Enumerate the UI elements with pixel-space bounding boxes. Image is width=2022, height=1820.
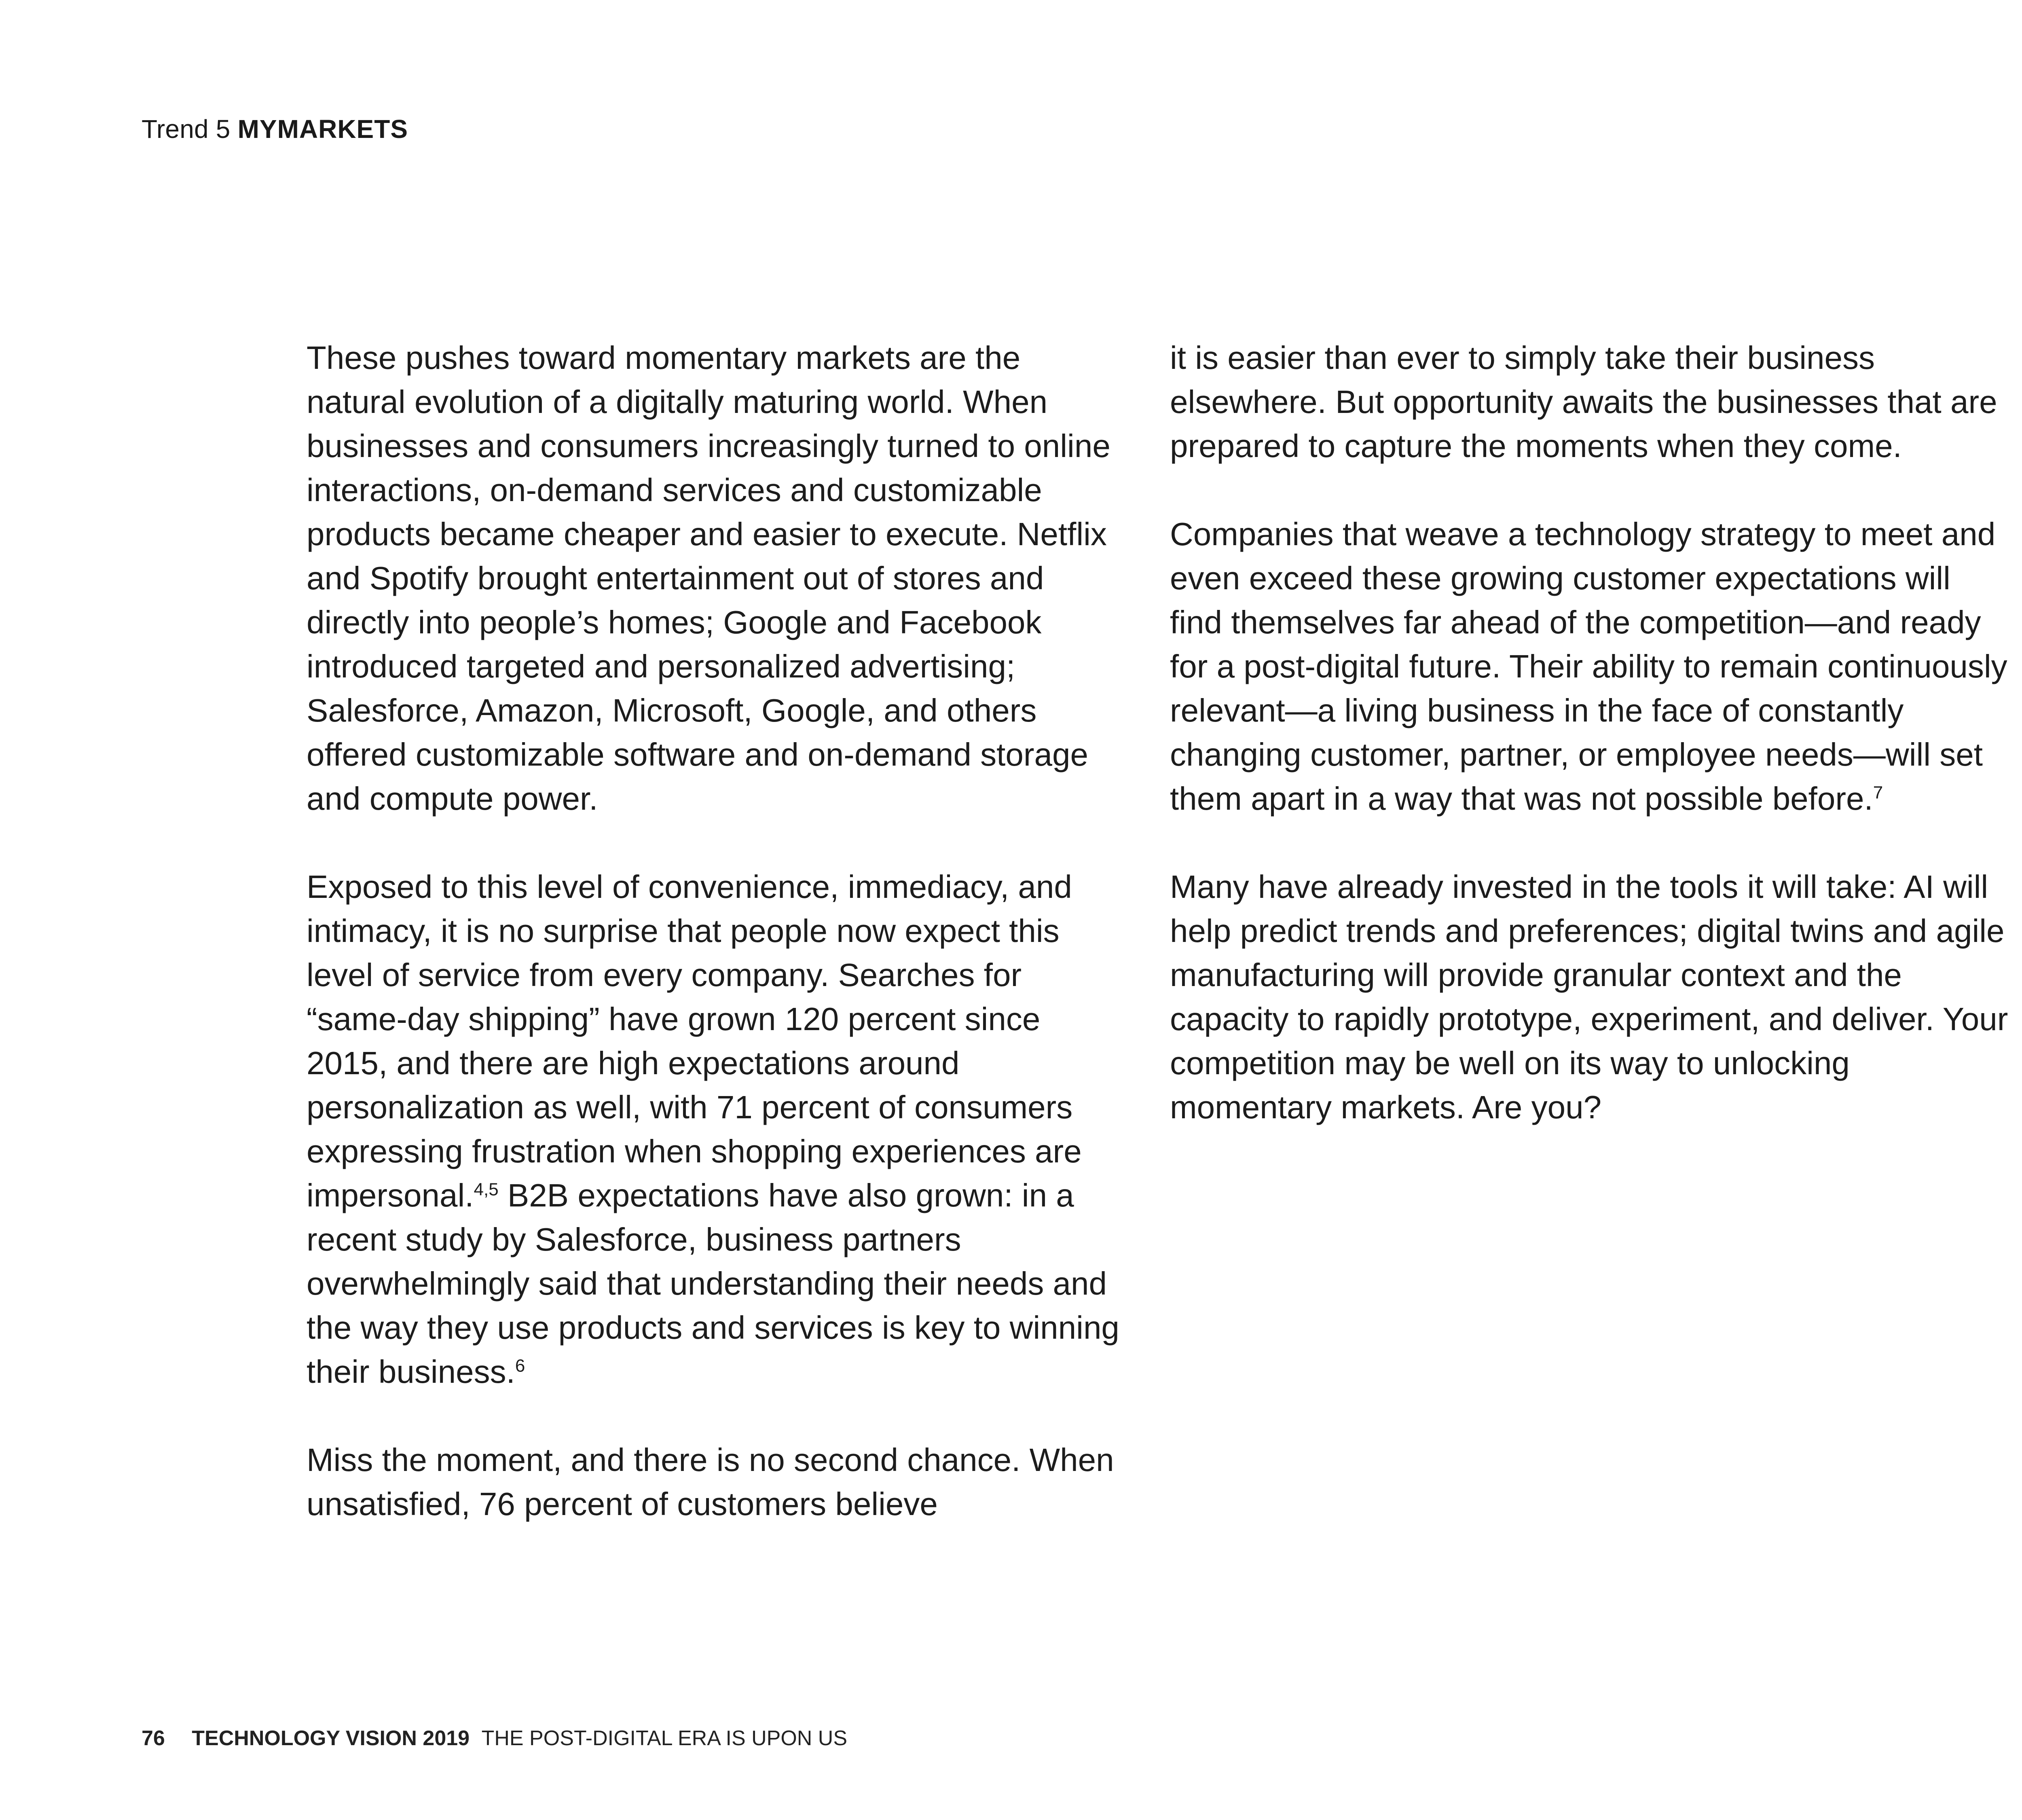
publication-title: TECHNOLOGY VISION 2019 <box>192 1727 470 1750</box>
trend-name: MYMARKETS <box>237 114 408 144</box>
footnote-ref: 4,5 <box>474 1179 499 1200</box>
page-footer <box>142 1726 847 1750</box>
page-number: 76 <box>142 1727 165 1750</box>
trend-label <box>142 114 408 144</box>
paragraph: These pushes toward momentary markets are the natural evolution of a digitally maturing world. When businesses and consumers increasingly turned to online interactions, on-demand services and customizable products became cheaper and easier to execute. Netflix and Spotify brought entertainment out of stores and directly into people’s homes; Google and Facebook introduced targeted and personalized advertising; Salesforce, Amazon, Microsoft, Google, and others offered customizable software and on-demand storage and compute power. <box>307 340 1110 817</box>
paragraph: Many have already invested in the tools it will take: AI will help predict trends and preferences; digital twins and agile manufacturing will provide granular context and the capacity to rapidly prototype, experiment, and deliver. Your competition may be well on its way to unlocking momentary markets. Are you? <box>1170 869 2008 1125</box>
text-column-left <box>307 336 1123 1570</box>
footnote-ref: 6 <box>515 1356 525 1376</box>
footnote-ref: 7 <box>1873 783 1883 803</box>
paragraph: Companies that weave a technology strategy to meet and even exceed these growing customer expectations will find themselves far ahead of the competition—and ready for a post-digital future. Their ability to remain continuously relevant—a living business in the face of constantly changing customer, partner, or employee needs—will set them apart in a way that was not possible before.$^7$ <box>1170 516 2007 817</box>
paragraph: Miss the moment, and there is no second chance. When unsatisfied, 76 percent of customers believe <box>307 1442 1114 1522</box>
paragraph: Exposed to this level of convenience, immediacy, and intimacy, it is no surprise that people now expect this level of service from every company. Searches for “same-day shipping” have grown 120 percent since 2015, and there are high expectations around personalization as well, with 71 percent of consumers expressing frustration when shopping experiences are impersonal.$^{4,5}$ B2B expectations have also grown: in a recent study by Salesforce, business partners overwhelmingly said that understanding their needs and the way they use products and services is key to winning their business.$^6$ <box>307 869 1119 1390</box>
trend-prefix: Trend 5 <box>142 114 231 144</box>
publication-tagline: THE POST-DIGITAL ERA IS UPON US <box>481 1727 847 1750</box>
text-column-right <box>1170 336 2011 1173</box>
paragraph: it is easier than ever to simply take their business elsewhere. But opportunity awaits the businesses that are prepared to capture the moments when they come. <box>1170 340 1997 464</box>
